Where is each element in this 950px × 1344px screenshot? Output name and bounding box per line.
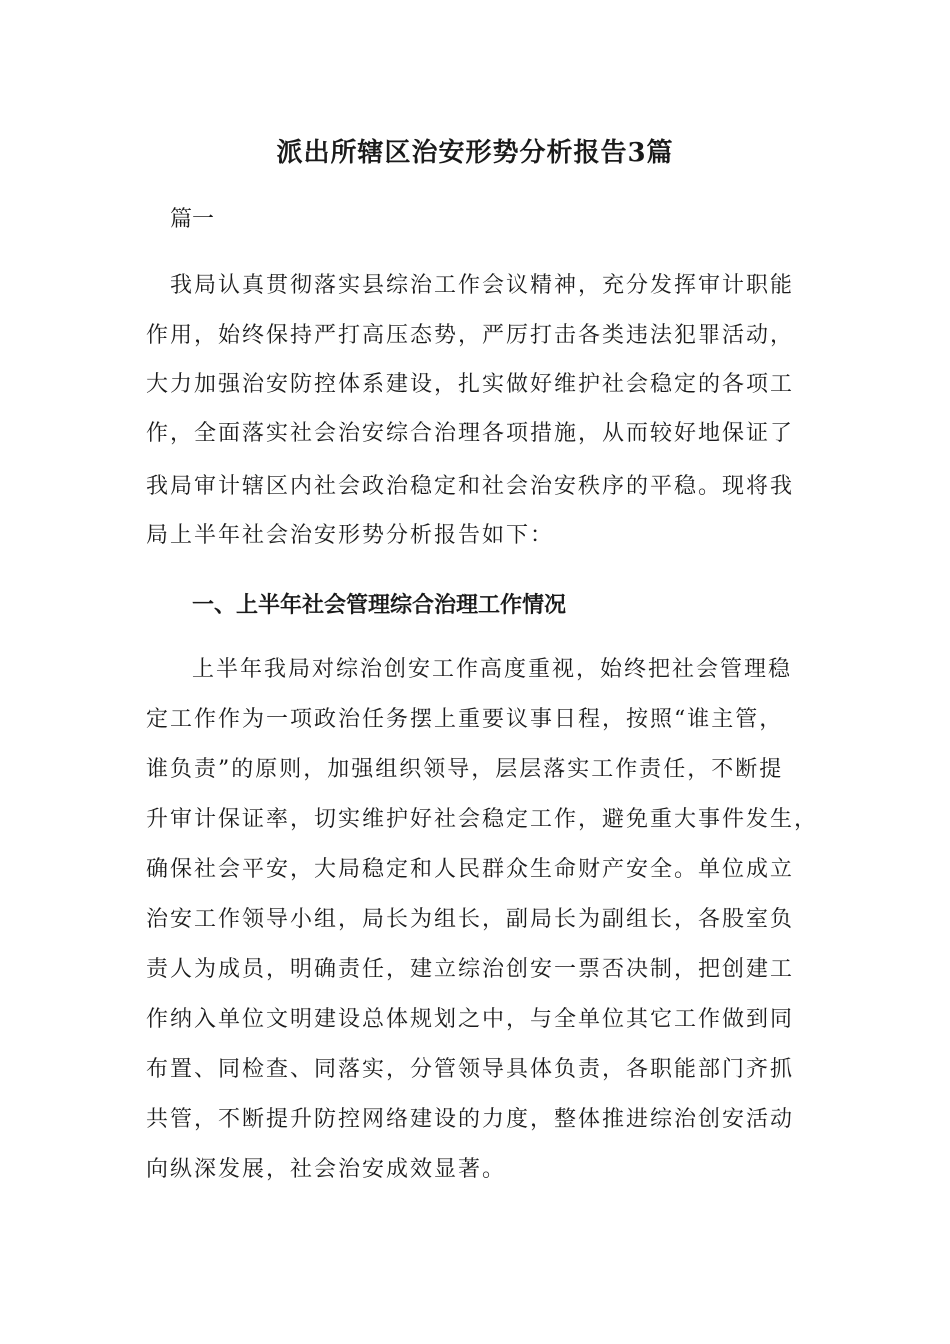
paragraph2-line: 升审计保证率，切实维护好社会稳定工作，避免重大事件发生， [146, 807, 819, 832]
paragraph1-line: 大力加强治安防控体系建设，扎实做好维护社会稳定的各项工 [146, 372, 795, 397]
paragraph2-line: 共管，不断提升防控网络建设的力度，整体推进综治创安活动 [146, 1107, 795, 1132]
paragraph2-line: 确保社会平安，大局稳定和人民群众生命财产安全。单位成立 [146, 857, 795, 882]
paragraph2-line: 治安工作领导小组，局长为组长，副局长为副组长，各股室负 [146, 907, 795, 932]
paragraph1-line: 作用，始终保持严打高压态势，严厉打击各类违法犯罪活动， [146, 323, 795, 348]
paragraph1-line: 我局认真贯彻落实县综治工作会议精神，充分发挥审计职能 [170, 273, 795, 298]
paragraph2-line: 定工作作为一项政治任务摆上重要议事日程，按照“谁主管， [146, 707, 784, 732]
paragraph2-line: 布置、同检查、同落实，分管领导具体负责，各职能部门齐抓 [146, 1057, 795, 1082]
paragraph2-line: 作纳入单位文明建设总体规划之中，与全单位其它工作做到同 [146, 1007, 795, 1032]
paragraph1-line: 局上半年社会治安形势分析报告如下： [146, 523, 555, 548]
paragraph1-line: 我局审计辖区内社会政治稳定和社会治安秩序的平稳。现将我 [146, 474, 795, 499]
section-heading: 一、上半年社会管理综合治理工作情况 [192, 592, 567, 618]
paragraph2-line: 向纵深发展，社会治安成效显著。 [146, 1157, 507, 1182]
paragraph2-line: 谁负责”的原则，加强组织领导，层层落实工作责任，不断提 [146, 757, 784, 782]
paragraph2-line: 责人为成员，明确责任，建立综治创安一票否决制，把创建工 [146, 957, 795, 982]
paragraph1-line: 作，全面落实社会治安综合治理各项措施，从而较好地保证了 [146, 421, 795, 446]
paragraph2-line: 上半年我局对综治创安工作高度重视，始终把社会管理稳 [192, 657, 793, 682]
section-label: 篇一 [170, 207, 215, 232]
document-title: 派出所辖区治安形势分析报告3篇 [276, 138, 674, 168]
